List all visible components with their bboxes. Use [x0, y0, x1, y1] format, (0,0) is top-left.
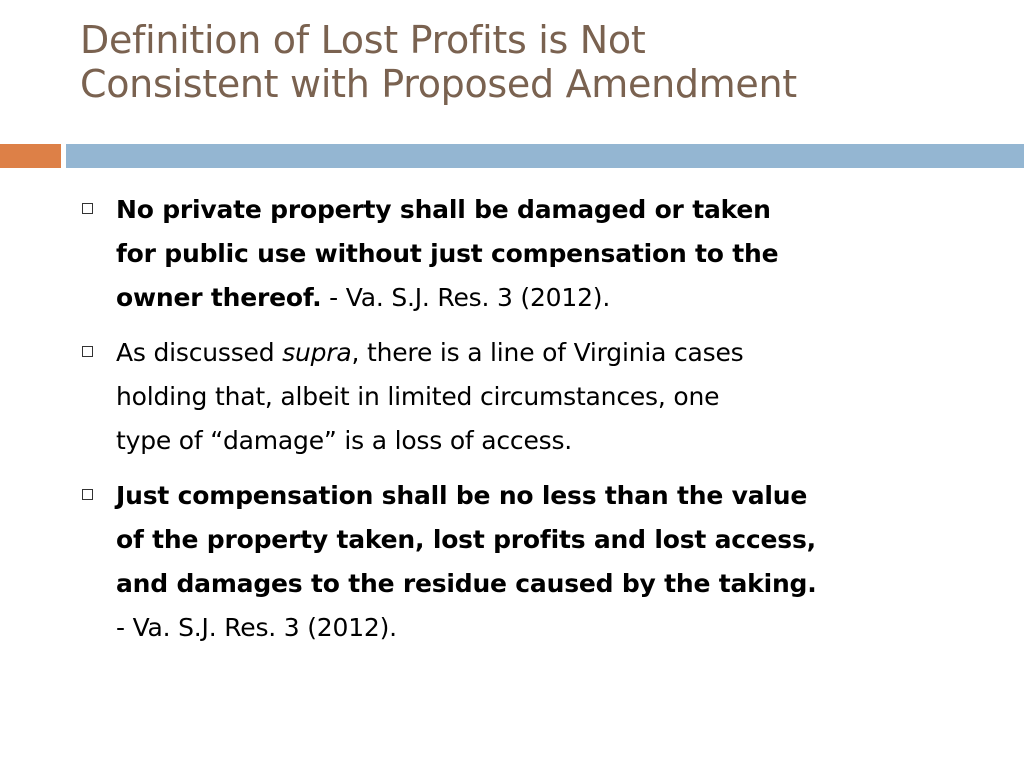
slide-title: [80, 18, 1000, 106]
bullet-line: [116, 276, 982, 320]
bullet-line: [116, 331, 982, 375]
hollow-square-bullet-icon: [82, 489, 93, 500]
bullet-item-1: [82, 188, 982, 320]
bullet-text: [116, 474, 982, 650]
bullet-item-3: [82, 474, 982, 650]
bullet-list: [82, 188, 982, 661]
normal-text: As discussed: [116, 338, 283, 367]
bold-text: owner thereof.: [116, 283, 322, 312]
bold-text: for public use without just compensation to the: [116, 239, 779, 268]
normal-text: type of “damage” is a loss of access.: [116, 426, 573, 455]
bold-text: No private property shall be damaged or taken: [116, 195, 771, 224]
citation-text: - Va. S.J. Res. 3 (2012).: [116, 613, 397, 642]
bold-text: of the property taken, lost profits and lost access,: [116, 525, 816, 554]
title-line-2: Consistent with Proposed Amendment: [80, 62, 797, 106]
italic-text: supra: [282, 338, 352, 367]
bullet-line: [116, 232, 982, 276]
bullet-line: [116, 606, 982, 650]
bold-text: Just compensation shall be no less than the value: [116, 481, 808, 510]
bullet-text: [116, 188, 982, 320]
accent-bar-orange: [0, 144, 61, 168]
bold-text: and damages to the residue caused by the taking.: [116, 569, 817, 598]
bullet-line: [116, 562, 982, 606]
title-line-1: Definition of Lost Profits is Not: [80, 18, 646, 62]
bullet-line: [116, 375, 982, 419]
bullet-line: [116, 419, 982, 463]
bullet-line: [116, 188, 982, 232]
normal-text: holding that, albeit in limited circumstances, one: [116, 382, 720, 411]
bullet-line: [116, 474, 982, 518]
citation-text: - Va. S.J. Res. 3 (2012).: [321, 283, 611, 312]
bullet-text: [116, 331, 982, 463]
hollow-square-bullet-icon: [82, 346, 93, 357]
bullet-line: [116, 518, 982, 562]
bullet-item-2: [82, 331, 982, 463]
hollow-square-bullet-icon: [82, 203, 93, 214]
normal-text: , there is a line of Virginia cases: [351, 338, 744, 367]
accent-bar-blue: [66, 144, 1024, 168]
